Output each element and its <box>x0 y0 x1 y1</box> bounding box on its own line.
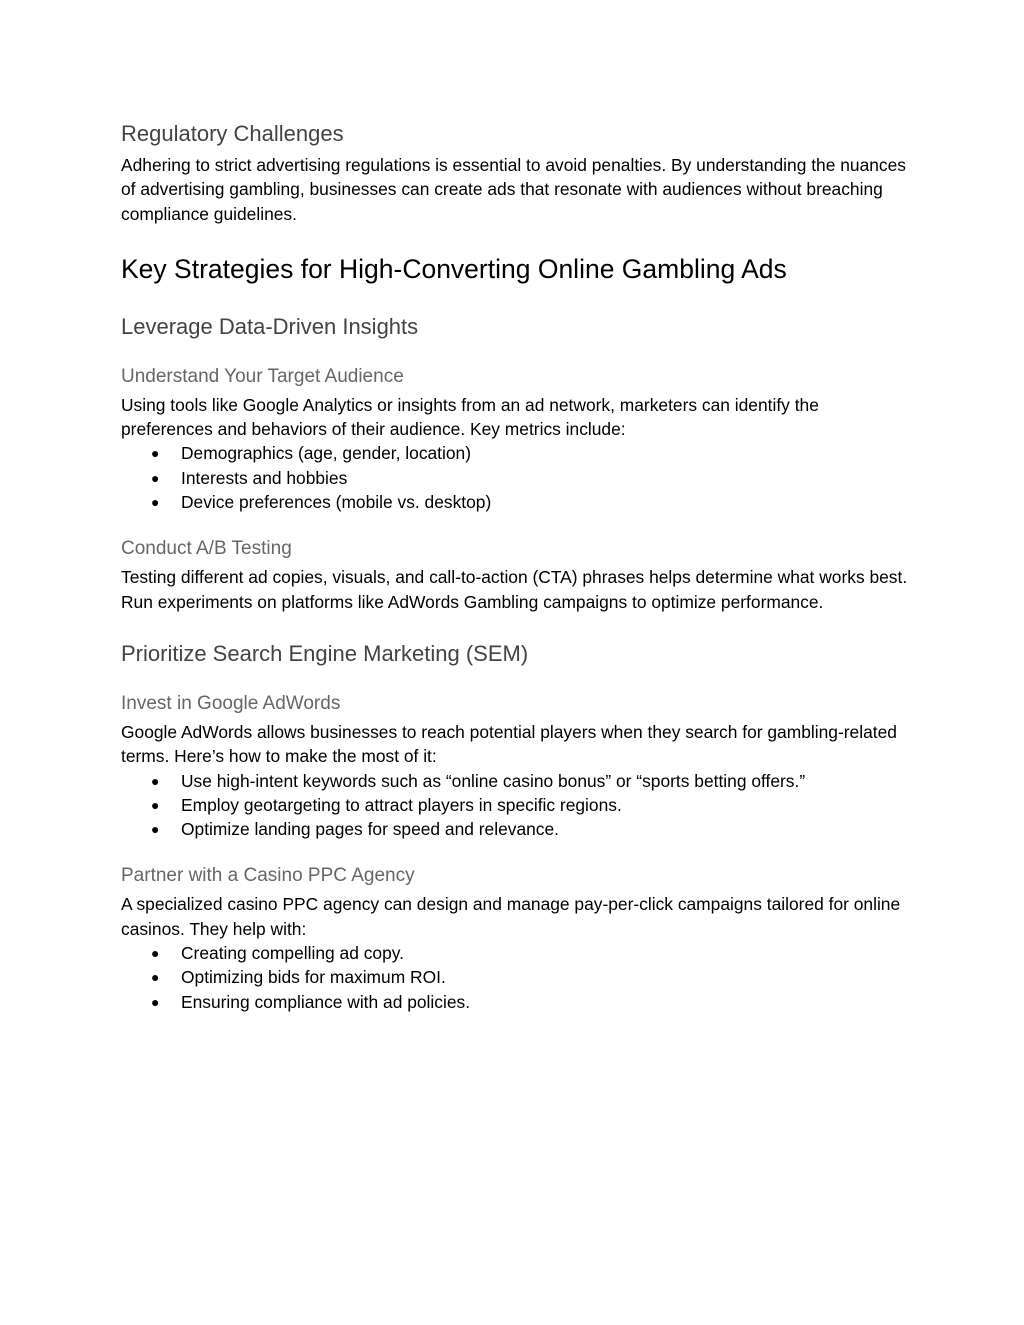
ppc-agency-list <box>121 941 911 1014</box>
adwords-list <box>121 769 911 842</box>
ab-testing-paragraph: Testing different ad copies, visuals, and call-to-action (CTA) phrases helps determine what works best. Run experiments on platforms like AdWords Gambling campaigns to optimize performance. <box>121 567 908 612</box>
ab-testing-heading: Conduct A/B Testing <box>121 538 292 560</box>
list-item: ● Device preferences (mobile vs. desktop) <box>121 490 911 514</box>
bullet-icon: ● <box>151 796 160 813</box>
sem-heading: Prioritize Search Engine Marketing (SEM) <box>121 640 529 666</box>
list-item: ● Use high-intent keywords such as “online casino bonus” or “sports betting offers.” <box>121 769 911 793</box>
key-strategies-heading: Key Strategies for High-Converting Online Gambling Ads <box>121 253 787 284</box>
list-item: ● Employ geotargeting to attract players in specific regions. <box>121 793 911 817</box>
bullet-icon: ● <box>151 445 160 462</box>
ppc-agency-heading: Partner with a Casino PPC Agency <box>121 865 415 887</box>
bullet-icon: ● <box>151 993 160 1010</box>
bullet-icon: ● <box>151 469 160 486</box>
list-item: ● Optimize landing pages for speed and relevance. <box>121 817 911 841</box>
ppc-agency-paragraph: A specialized casino PPC agency can design and manage pay-per-click campaigns tailored for online casinos. They help with: <box>121 894 901 939</box>
target-audience-list <box>121 441 911 514</box>
bullet-icon: ● <box>151 494 160 511</box>
target-audience-paragraph: Using tools like Google Analytics or insights from an ad network, marketers can identify the preferences and behaviors of their audience. Key metrics include: <box>121 394 819 440</box>
list-item: ● Demographics (age, gender, location) <box>121 441 911 465</box>
list-item: ● Interests and hobbies <box>121 466 911 490</box>
bullet-icon: ● <box>151 772 160 789</box>
list-item: ● Optimizing bids for maximum ROI. <box>121 965 911 989</box>
bullet-icon: ● <box>151 945 160 962</box>
list-item: ● Creating compelling ad copy. <box>121 941 911 965</box>
regulatory-challenges-paragraph: Adhering to strict advertising regulations is essential to avoid penalties. By understanding the nuances of advertising gambling, businesses can create ads that resonate with audiences without breaching compliance guidelines. <box>121 155 906 224</box>
bullet-icon: ● <box>151 821 160 838</box>
data-driven-insights-heading: Leverage Data-Driven Insights <box>121 313 419 339</box>
list-item: ● Ensuring compliance with ad policies. <box>121 990 911 1014</box>
adwords-heading: Invest in Google AdWords <box>121 692 341 714</box>
document-page <box>121 118 911 1014</box>
adwords-paragraph: Google AdWords allows businesses to reach potential players when they search for gambling-related terms. Here’s how to make the most of it: <box>121 721 897 767</box>
bullet-icon: ● <box>151 969 160 986</box>
regulatory-challenges-heading: Regulatory Challenges <box>121 121 344 146</box>
target-audience-heading: Understand Your Target Audience <box>121 365 404 387</box>
